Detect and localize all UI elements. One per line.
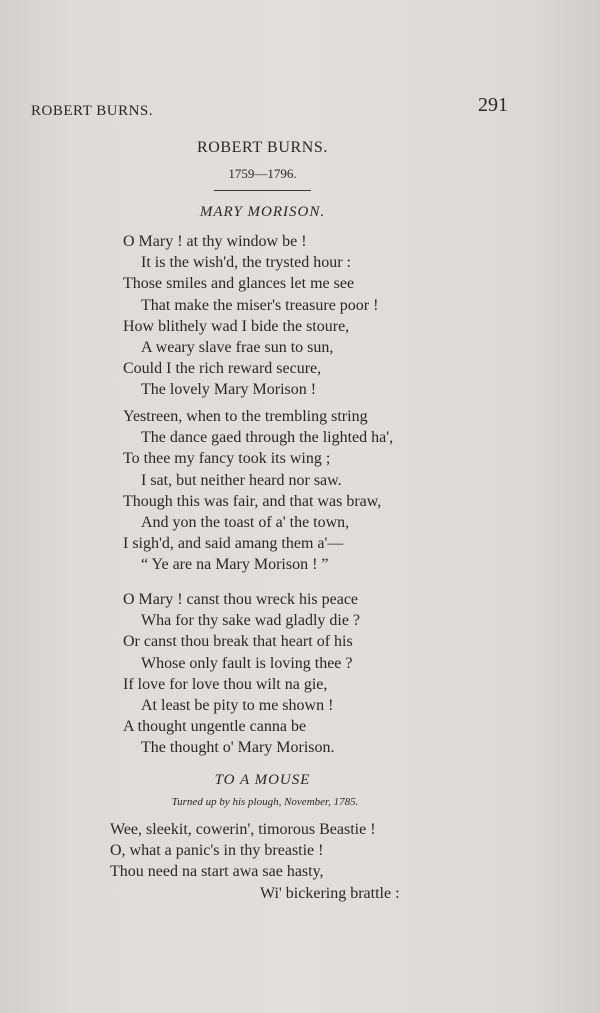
stanza-2 [123,406,393,576]
poem-line: Wha for thy sake wad gladly die ? [141,612,361,630]
poem-line: Yestreen, when to the trembling string [123,408,368,425]
poem-line: That make the miser's treasure poor ! [141,296,379,314]
poem-line: “ Ye are na Mary Morison ! ” [141,556,329,574]
poem-line: O Mary ! canst thou wreck his peace [123,591,359,608]
author-heading: ROBERT BURNS. [196,139,329,156]
poem-line: O, what a panic's in thy breastie ! [110,842,324,860]
stanza-3 [123,589,360,759]
poem-line: Or canst thou break that heart of his [123,633,353,651]
poem-line: The dance gaed through the lighted ha', [141,429,394,447]
poem-line: To thee my fancy took its wing ; [123,450,331,468]
poem-line: Though this was fair, and that was braw, [123,492,382,510]
poem-line: And yon the toast of a' the town, [141,513,350,531]
poem-line: The lovely Mary Morison ! [141,381,317,399]
stanza-1 [123,231,378,401]
poem-line: A thought ungentle canna be [123,718,307,736]
heading-rule [214,190,311,191]
poem-subtitle: Turned up by his plough, November, 1785. [171,796,359,808]
poem-title-mary-morison: MARY MORISON. [199,204,326,220]
running-head: ROBERT BURNS. [31,103,154,119]
poem-line: At least be pity to me shown ! [141,696,334,714]
poem-line: I sat, but neither heard nor saw. [141,471,342,489]
poem-title-to-a-mouse: TO A MOUSE [214,772,311,788]
poem-line: It is the wish'd, the trysted hour : [141,254,351,272]
page-number: 291 [478,94,508,116]
poem-line: Whose only fault is loving thee ? [141,654,353,672]
poem-line: Thou need na start awa sae hasty, [110,863,324,881]
poem-line: A weary slave frae sun to sun, [141,338,334,356]
poem-line: Wi' bickering brattle : [260,884,400,902]
poem-line: If love for love thou wilt na gie, [123,675,328,693]
stanza-4 [110,819,400,904]
poem-line: Could I the rich reward secure, [123,360,322,378]
author-dates: 1759—1796. [228,166,297,181]
poem-line: I sigh'd, and said amang them a'— [123,535,344,553]
poem-line: Those smiles and glances let me see [123,275,355,293]
poem-line: How blithely wad I bide the stoure, [123,317,350,335]
poem-line: The thought o' Mary Morison. [141,739,335,757]
poem-line: O Mary ! at thy window be ! [123,233,307,250]
poem-line: Wee, sleekit, cowerin', timorous Beastie ! [110,821,376,838]
